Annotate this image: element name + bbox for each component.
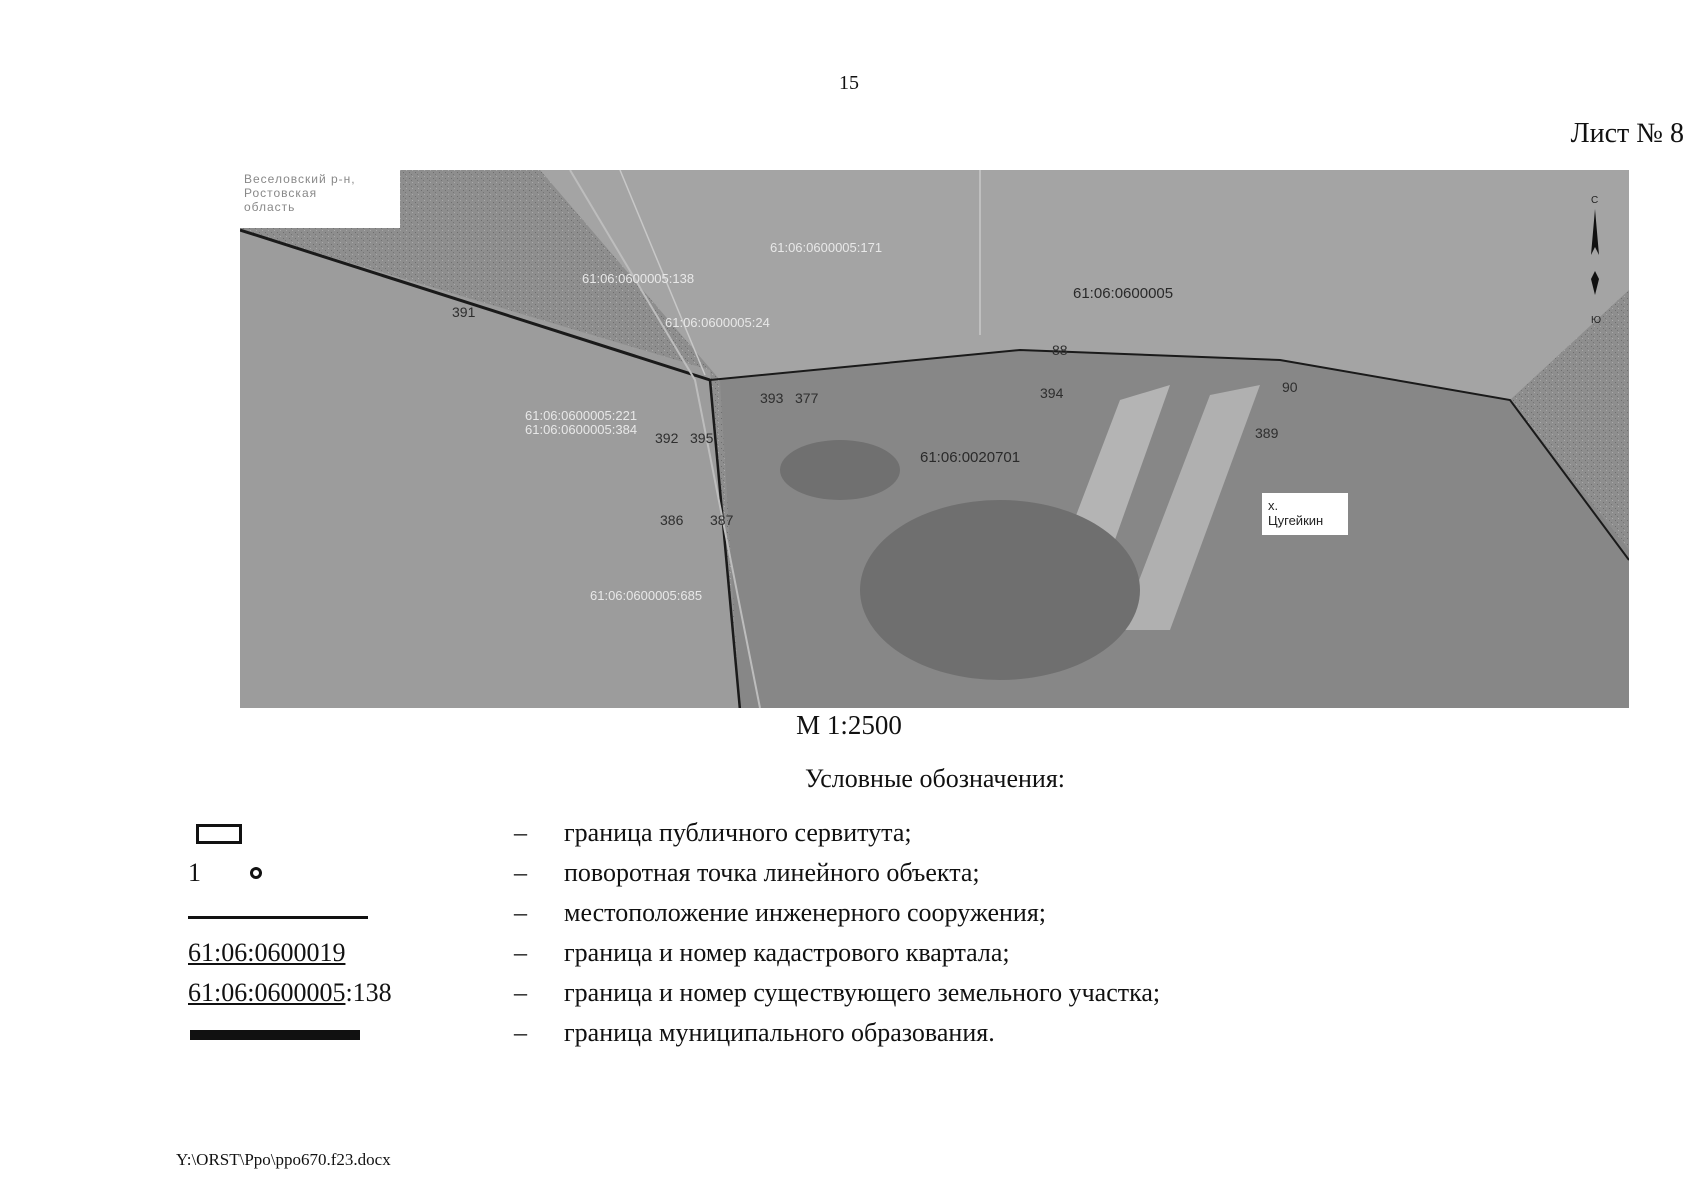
legend-title: Условные обозначения:	[804, 764, 1066, 793]
legend-dash: –	[514, 978, 527, 1007]
village-houses-2	[780, 440, 900, 500]
point-label: 386	[660, 512, 684, 528]
parcel-label: 61:06:0600005:24	[665, 315, 770, 330]
region-label-line: область	[244, 200, 296, 214]
legend-description: местоположение инженерного сооружения;	[564, 898, 1047, 927]
sheet-label: Лист № 8	[1570, 118, 1684, 149]
plot-number-symbol	[188, 978, 392, 1008]
parcel-label: 61:06:0600005:171	[770, 240, 883, 255]
parcel-label: 61:06:0600005:221	[525, 408, 638, 423]
legend-dash: –	[514, 858, 527, 887]
legend-item-engineering-structure	[0, 898, 1698, 936]
region-label	[240, 170, 400, 228]
parcel-label: 61:06:0600005:685	[590, 588, 703, 603]
legend-item-land-plot	[0, 978, 1698, 1016]
legend-item-easement-boundary	[0, 818, 1698, 856]
legend-item-turning-point	[0, 858, 1698, 896]
legend-description: поворотная точка линейного объекта;	[564, 858, 980, 887]
legend-item-cadastral-quarter	[0, 938, 1698, 976]
map-canvas	[240, 170, 1629, 708]
quarter-label: 61:06:0020701	[920, 449, 1021, 466]
point-label: 389	[1255, 425, 1279, 441]
map-image[interactable]	[240, 170, 1629, 708]
legend-description: граница публичного сервитута;	[564, 818, 912, 847]
line-symbol	[188, 916, 368, 919]
settlement-label-line: х.	[1268, 498, 1279, 513]
page-number: 15	[839, 72, 859, 94]
legend-dash: –	[514, 898, 527, 927]
parcel-label: 61:06:0600005:138	[582, 271, 695, 286]
point-label: 90	[1282, 379, 1298, 395]
point-label: 387	[710, 512, 734, 528]
map-scale: М 1:2500	[796, 710, 902, 740]
point-label: 377	[795, 390, 819, 406]
plot-number-underlined: 61:06:0600005	[188, 978, 346, 1007]
village-houses	[860, 500, 1140, 680]
svg-text:С: С	[1591, 195, 1599, 206]
point-label: 395	[690, 430, 714, 446]
quarter-number-symbol: 61:06:0600019	[188, 938, 346, 967]
point-label: 392	[655, 430, 679, 446]
svg-text:Ю: Ю	[1591, 315, 1602, 326]
legend-description: граница и номер существующего земельного участка;	[564, 978, 1161, 1007]
settlement-label-line: Цугейкин	[1268, 513, 1324, 528]
plot-number-suffix: :138	[345, 978, 392, 1007]
point-number: 1	[188, 858, 201, 887]
legend-item-municipal-boundary	[0, 1018, 1698, 1056]
legend-description: граница и номер кадастрового квартала;	[564, 938, 1010, 967]
point-label: 394	[1040, 385, 1064, 401]
rectangle-symbol	[196, 824, 242, 844]
point-label: 393	[760, 390, 784, 406]
region-label-line: Ростовская	[244, 186, 318, 200]
quarter-label: 61:06:0600005	[1073, 285, 1174, 302]
legend-description: граница муниципального образования.	[564, 1018, 995, 1047]
thick-line-symbol	[190, 1030, 360, 1040]
point-label: 391	[452, 304, 476, 320]
legend-dash: –	[514, 938, 527, 967]
footer-file-path: Y:\ORST\Ppo\ppo670.f23.docx	[176, 1150, 391, 1169]
legend-dash: –	[514, 1018, 527, 1047]
region-label-line: Веселовский р-н,	[244, 172, 356, 186]
parcel-label: 61:06:0600005:384	[525, 422, 638, 437]
legend-dash: –	[514, 818, 527, 847]
point-symbol-icon	[250, 867, 262, 879]
point-label: 88	[1052, 342, 1068, 358]
settlement-label	[1262, 493, 1348, 535]
